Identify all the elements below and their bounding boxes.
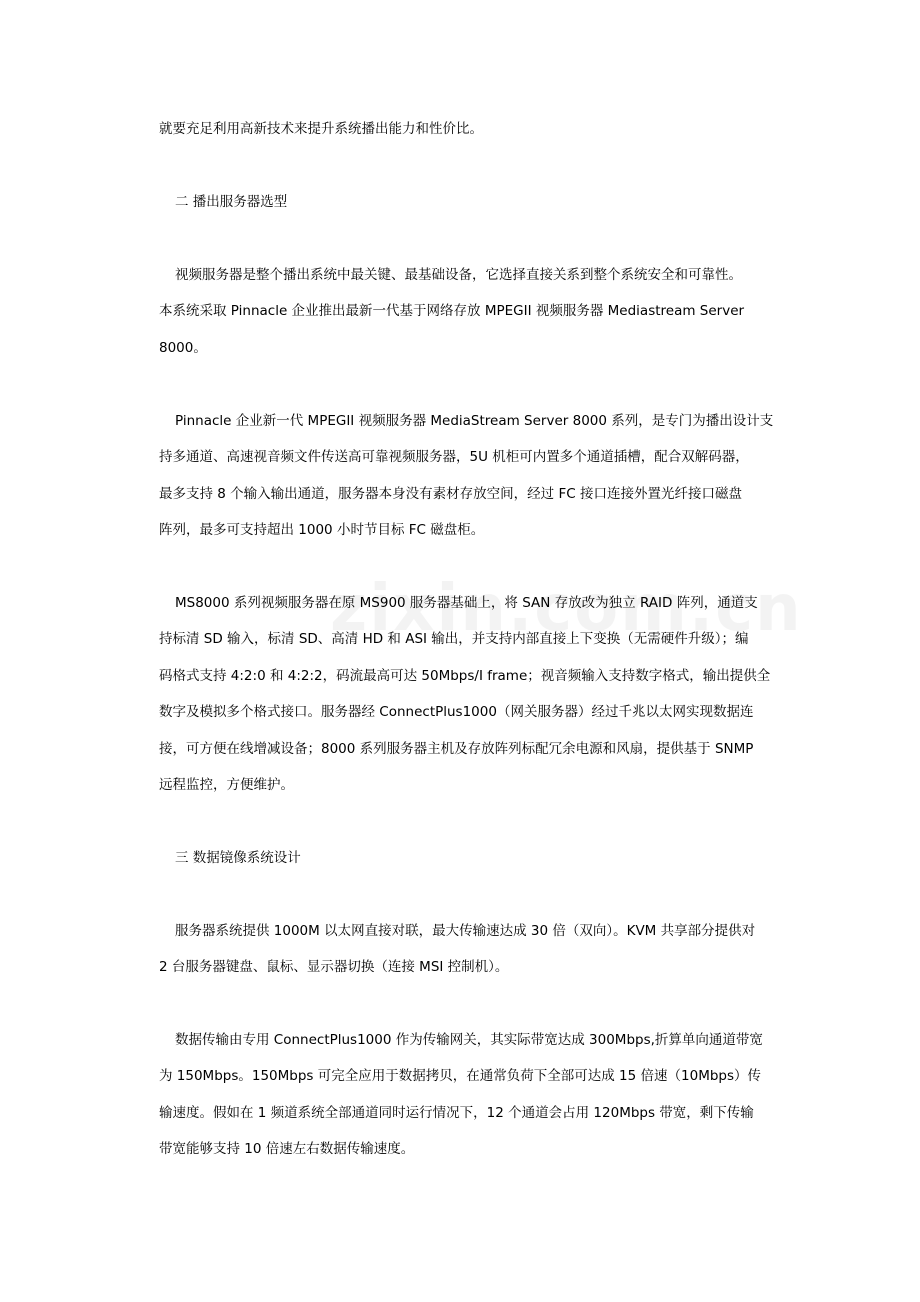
paragraph-line: 阵列，最多可支持超出 1000 小时节目标 FC 磁盘柜。 (159, 522, 485, 538)
paragraph-line: 为 150Mbps。150Mbps 可完全应用于数据拷贝，在通常负荷下全部可达成 15 倍速（10Mbps）传 (159, 1068, 762, 1084)
paragraph-line: 数字及模拟多个格式接口。服务器经 ConnectPlus1000（网关服务器）经过千兆以太网实现数据连 (159, 704, 754, 720)
paragraph-line: 2 台服务器键盘、鼠标、显示器切换（连接 MSI 控制机）。 (159, 959, 509, 975)
paragraph-line: 接，可方便在线增减设备；8000 系列服务器主机及存放阵列标配冗余电源和风扇，提供基于 SNMP (159, 741, 754, 757)
paragraph-line: 最多支持 8 个输入输出通道，服务器本身没有素材存放空间，经过 FC 接口连接外置光纤接口磁盘 (159, 486, 742, 502)
section-heading: 二 播出服务器选型 (175, 194, 288, 210)
paragraph-line: Pinnacle 企业新一代 MPEGII 视频服务器 MediaStream Server 8000 系列，是专门为播出设计支 (175, 413, 774, 429)
paragraph-line: 服务器系统提供 1000M 以太网直接对联，最大传输速达成 30 倍（双向）。KVM 共享部分提供对 (175, 923, 756, 939)
paragraph-line: 视频服务器是整个播出系统中最关键、最基础设备，它选择直接关系到整个系统安全和可靠性。 (175, 267, 742, 283)
paragraph-line: 持标清 SD 输入，标清 SD、高清 HD 和 ASI 输出，并支持内部直接上下变换（无需硬件升级）；编 (159, 631, 749, 647)
paragraph-line: 输速度。假如在 1 频道系统全部通道同时运行情况下，12 个通道会占用 120Mbps 带宽，剩下传输 (159, 1105, 754, 1121)
paragraph-line: 带宽能够支持 10 倍速左右数据传输速度。 (159, 1141, 415, 1157)
paragraph-line: 本系统采取 Pinnacle 企业推出最新一代基于网络存放 MPEGII 视频服务器 Mediastream Server (159, 303, 745, 319)
paragraph-line: 码格式支持 4:2:0 和 4:2:2，码流最高可达 50Mbps/I frame；视音频输入支持数字格式，输出提供全 (159, 668, 771, 684)
paragraph-line: 数据传输由专用 ConnectPlus1000 作为传输网关，其实际带宽达成 300Mbps,折算单向通道带宽 (175, 1032, 763, 1048)
section-heading: 三 数据镜像系统设计 (175, 850, 301, 866)
paragraph-line: MS8000 系列视频服务器在原 MS900 服务器基础上，将 SAN 存放改为独立 RAID 阵列，通道支 (175, 595, 758, 611)
paragraph-line: 持多通道、高速视音频文件传送高可靠视频服务器，5U 机柜可内置多个通道插槽，配合双解码器， (159, 449, 749, 465)
paragraph-line: 远程监控，方便维护。 (159, 777, 294, 793)
paragraph-line: 就要充足利用高新技术来提升系统播出能力和性价比。 (159, 121, 483, 137)
paragraph-line: 8000。 (159, 340, 207, 356)
